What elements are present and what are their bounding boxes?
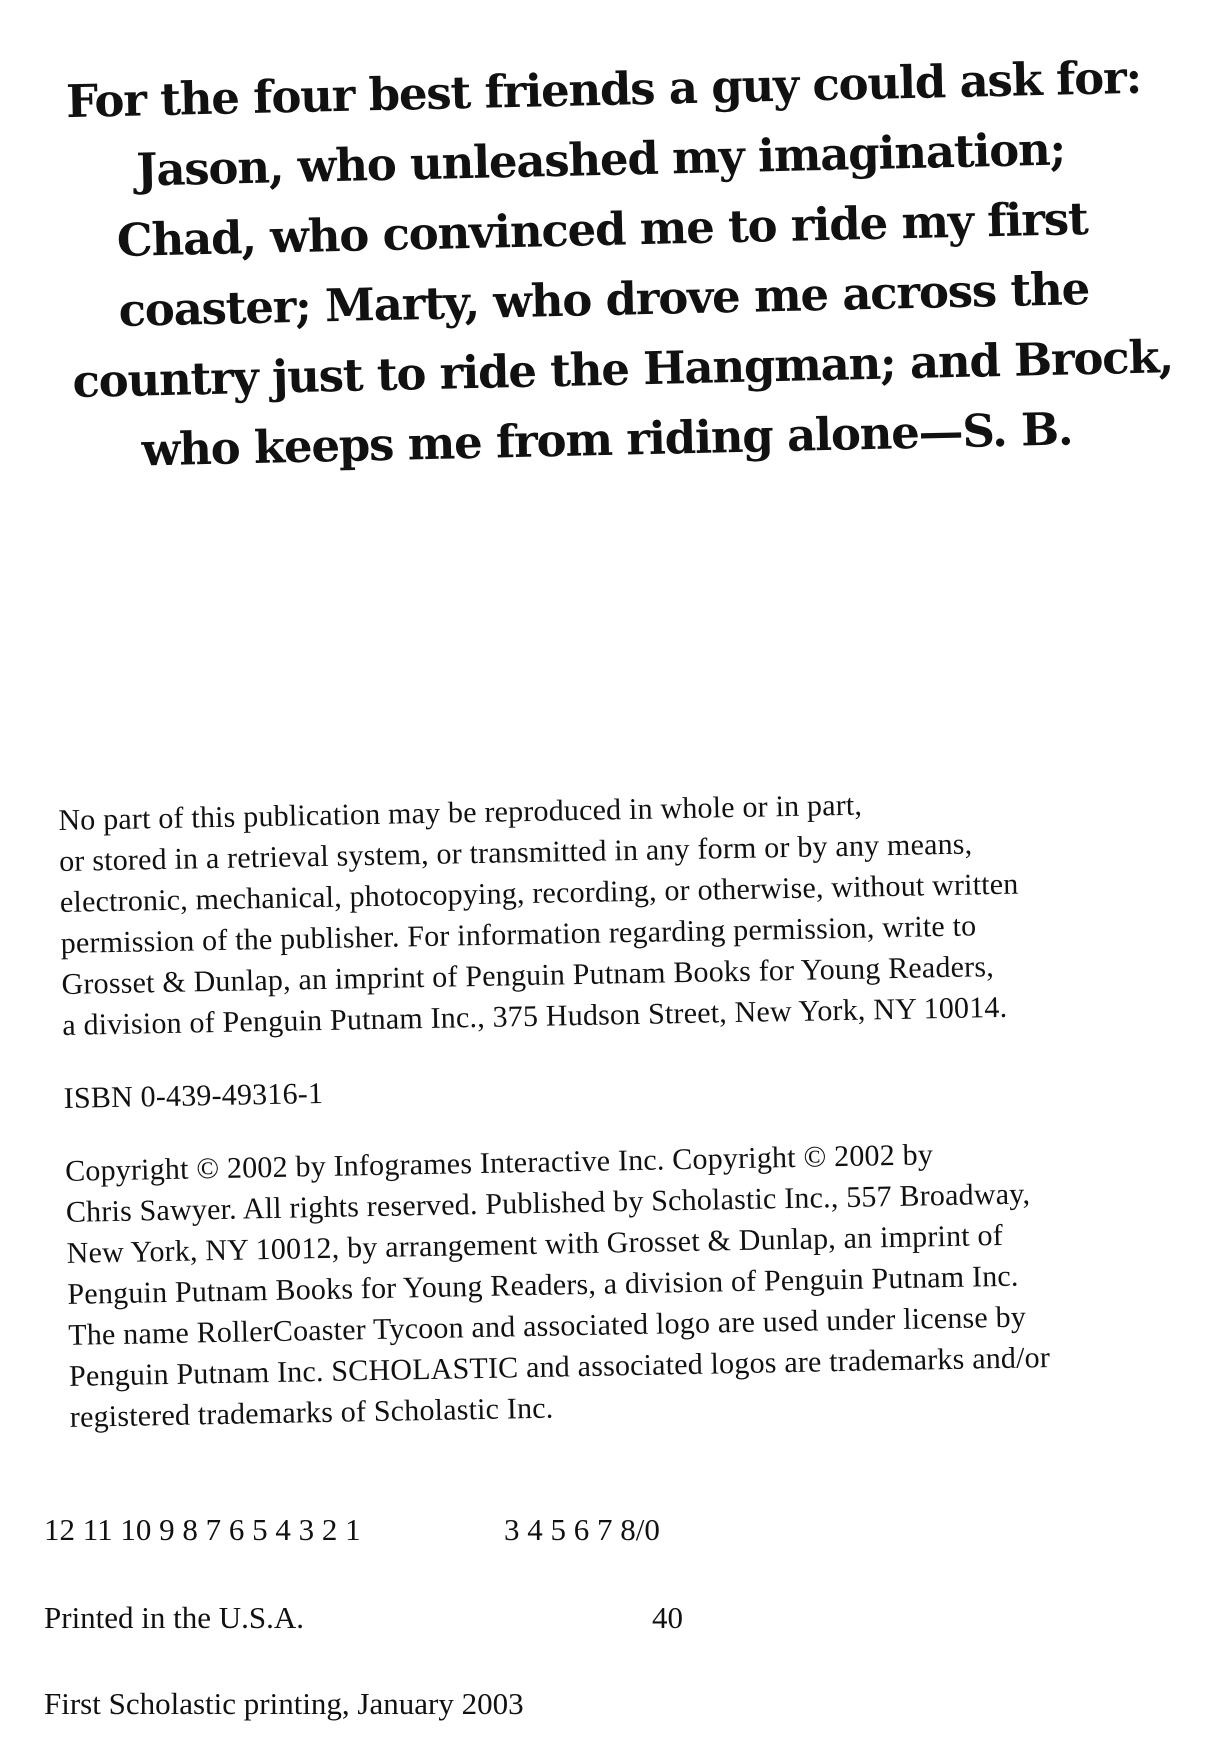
copyright-line: The name RollerCoaster Tycoon and associated logo are used under license by — [67, 1300, 1027, 1352]
permissions-line: No part of this publication may be reproduced in whole or in part, — [58, 788, 863, 837]
printed-in: Printed in the U.S.A. — [44, 1600, 305, 1635]
dedication-line: For the four best friends a guy could ask for: — [65, 50, 1142, 129]
copyright-line: New York, NY 10012, by arrangement with Grosset & Dunlap, an imprint of — [66, 1218, 1004, 1270]
first-printing: First Scholastic printing, January 2003 — [44, 1686, 524, 1721]
permissions-line: permission of the publisher. For information regarding permission, write to — [60, 909, 977, 960]
printer-code: 40 — [652, 1600, 683, 1635]
permissions-paragraph — [58, 779, 1173, 1046]
copyright-line: Chris Sawyer. All rights reserved. Published by Scholastic Inc., 557 Broadway, — [65, 1177, 1031, 1229]
permissions-line: or stored in a retrieval system, or transmitted in any form or by any means, — [58, 827, 973, 878]
permissions-line: Grosset & Dunlap, an imprint of Penguin Putnam Books for Young Readers, — [61, 950, 995, 1001]
dedication — [65, 43, 1174, 487]
dedication-line: coaster; Marty, who drove me across the — [118, 261, 1090, 337]
print-line: 12 11 10 9 8 7 6 5 4 3 2 1 — [44, 1512, 361, 1547]
isbn: ISBN 0-439-49316-1 — [63, 1076, 324, 1115]
dedication-line: country just to ride the Hangman; and Brock, — [71, 330, 1174, 409]
permissions-line: a division of Penguin Putnam Inc., 375 Hudson Street, New York, NY 10014. — [62, 990, 1008, 1042]
dedication-line: who keeps me from riding alone—S. B. — [141, 402, 1073, 477]
dedication-line: Chad, who convinced me to ride my first — [116, 192, 1089, 268]
dedication-line: Jason, who unleashed my imagination; — [135, 122, 1066, 197]
isbn-paragraph — [63, 1057, 1174, 1119]
copyright-line: registered trademarks of Scholastic Inc. — [69, 1391, 554, 1434]
copyright-line: Penguin Putnam Inc. SCHOLASTIC and associated logos are trademarks and/or — [68, 1341, 1051, 1393]
year-line: 3 4 5 6 7 8/0 — [504, 1512, 660, 1547]
permissions-line: electronic, mechanical, photocopying, recording, or otherwise, without written — [59, 867, 1019, 919]
copyright-notice — [58, 779, 1181, 1470]
copyright-paragraph — [65, 1130, 1180, 1438]
copyright-line: Copyright © 2002 by Infogrames Interactive Inc. Copyright © 2002 by — [64, 1138, 934, 1188]
copyright-line: Penguin Putnam Books for Young Readers, a division of Penguin Putnam Inc. — [67, 1259, 1019, 1311]
